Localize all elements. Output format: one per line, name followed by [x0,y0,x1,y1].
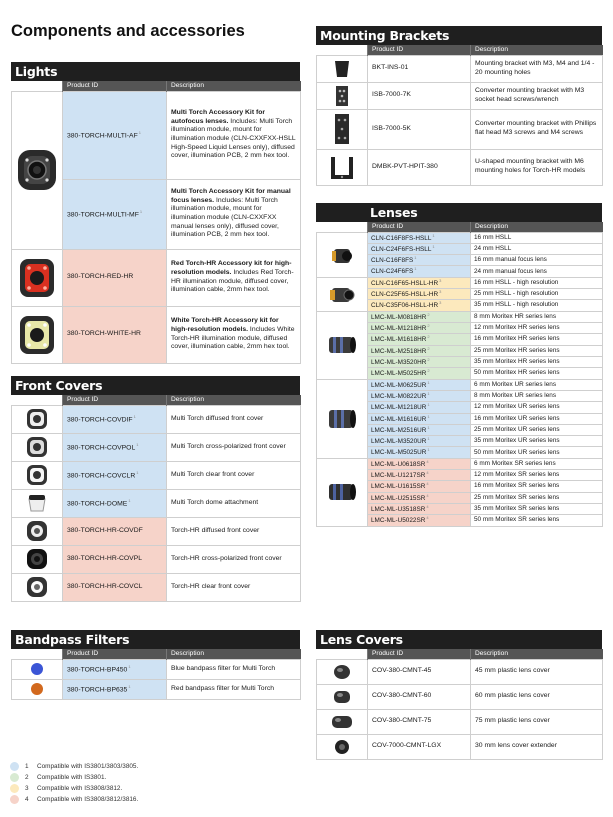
square-cover-icon [25,463,49,487]
table-row: LMC-$ML-M1218HR^2$ 12 mm Moritex HR series lens [317,323,603,334]
legend-item: 2 Compatible with IS3801. [10,772,138,783]
table-row: $380-TORCH-BP450^1$ Blue bandpass filter for Multi Torch [12,659,301,679]
table-row: LMC-$ML-U5022SR^4$ 50 mm Moritex SR series lens [317,515,603,526]
bandpass-table [11,649,301,700]
table-row: $380-TORCH-MULTI-AF^1$ Multi Torch Accessory Kit for autofocus lenses. Includes: Multi Torch illumination module, mount for illumination module (CLN-CXXFXX-HSLL High-Speed Liquid Lenses only), diffused cover, illumination PCB, 2 mm hex tool. [12,91,301,179]
u-bracket-icon [326,153,358,181]
lights-section-title: Lights [11,62,300,81]
legend-swatch [10,795,19,804]
table-row: CLN-$C35F06-HSLL-HR^3$ 35 mm HSLL - high resolution [317,300,603,311]
table-row: COV-380-CMNT-45 45 mm plastic lens cover [317,659,603,684]
lens-cover-icon [332,737,352,757]
table-row: LMC-$ML-M2518HR^2$ 25 mm Moritex HR series lens [317,345,603,356]
lights-section [11,62,300,364]
hsll-lens-icon [328,280,356,308]
moritex-lens-icon [325,402,359,436]
lens-cover-icon [332,662,352,682]
compatibility-legend [10,761,138,805]
table-row: CLN-$C16F8FS^1$ 16 mm manual focus lens [317,255,603,266]
table-row: 380-TORCH-COVCLR$^1$ Multi Torch clear front cover [12,461,301,489]
table-row: 380-TORCH-HR-COVCL Torch-HR clear front cover [12,573,301,601]
table-row: $380-TORCH-BP635^1$ Red bandpass filter for Multi Torch [12,679,301,699]
legend-swatch [10,784,19,793]
table-row: ISB-7000-5K Converter mounting bracket with Phillips flat head M3 screws and M4 screws [317,109,603,149]
front-covers-table [11,395,301,602]
lens-covers-section [316,630,602,760]
lights-table [11,81,301,364]
lenses-section-title: Lenses [316,203,602,222]
table-row: COV-380-CMNT-60 60 mm plastic lens cover [317,684,603,709]
hsll-lens-icon [329,242,355,268]
table-row: LMC-$ML-M1616UR^1$ 16 mm Moritex UR series lens [317,413,603,424]
converter-bracket-icon [331,112,353,146]
flat-bracket-icon [331,58,353,80]
front-covers-section-title: Front Covers [11,376,300,395]
product-id-header: Product ID [63,649,167,659]
table-row: LMC-$ML-M3520HR^2$ 35 mm Moritex HR series lens [317,356,603,367]
table-row: CLN-C24F6FS-HSLL$^1$ 24 mm HSLL [317,243,603,254]
product-id-header: Product ID [63,81,167,91]
table-row: 380-TORCH-DOME$^1$ Multi Torch dome attachment [12,489,301,517]
table-row: ISB-7000-7K Converter mounting bracket with M3 socket head screws/wrench [317,82,603,109]
moritex-lens-icon [325,330,359,360]
table-row: 380-TORCH-HR-COVPL Torch-HR cross-polarized front cover [12,545,301,573]
dome-icon [25,491,49,515]
table-row: LMC-$ML-M5025UR^1$ 50 mm Moritex UR series lens [317,447,603,458]
lens-covers-table [316,649,603,760]
legend-swatch [10,762,19,771]
table-row: CLN-$C25F65-HSLL-HR^3$ 25 mm HSLL - high resolution [317,289,603,300]
lens-cover-icon [331,686,353,708]
page-title: Components and accessories [11,22,245,40]
description-header: Description [471,649,603,659]
product-id-header: Product ID [368,222,471,232]
description-header: Description [471,45,603,55]
table-row: COV-380-CMNT-75 75 mm plastic lens cover [317,709,603,734]
legend-swatch [10,773,19,782]
lens-covers-section-title: Lens Covers [316,630,602,649]
table-row: 380-TORCH-HR-COVDF Torch-HR diffused front cover [12,517,301,545]
lenses-section [316,203,602,527]
white-torch-hr-icon [17,313,57,357]
table-row: DMBK-PVT-HPIT-380 U-shaped mounting bracket with M6 mounting holes for Torch-HR models [317,149,603,185]
product-id-header: Product ID [368,649,471,659]
round-cover-icon [25,519,49,543]
table-row: LMC-$ML-M2516UR^1$ 25 mm Moritex UR series lens [317,424,603,435]
table-row: LMC-$ML-U2515SR^4$ 25 mm Moritex SR series lens [317,492,603,503]
square-cover-icon [25,435,49,459]
table-row: LMC-$ML-M3520UR^1$ 35 mm Moritex UR series lens [317,436,603,447]
table-row: COV-7000-CMNT-LGX 30 mm lens cover extender [317,734,603,759]
converter-bracket-icon [331,84,353,108]
bandpass-section [11,630,300,700]
description-header: Description [471,222,603,232]
table-row: LMC-$ML-U1217SR^4$ 12 mm Moritex SR series lens [317,470,603,481]
table-row: CLN-$C24F6FS^1$ 24 mm manual focus lens [317,266,603,277]
table-row: LMC-$ML-M1618HR^2$ 16 mm Moritex HR series lens [317,334,603,345]
table-row: BKT-INS-01 Mounting bracket with M3, M4 and 1/4 - 20 mounting holes [317,55,603,82]
table-row: LMC-$ML-U0618SR^4$ 6 mm Moritex SR series lens [317,458,603,469]
table-row: LMC-$ML-M1218UR^1$ 12 mm Moritex UR series lens [317,402,603,413]
lens-cover-icon [330,711,354,733]
legend-item: 4 Compatible with IS3808/3812/3816. [10,794,138,805]
mounting-section-title: Mounting Brackets [316,26,602,45]
product-id-header: Product ID [63,395,167,405]
round-cover-icon [25,575,49,599]
description-header: Description [167,649,301,659]
table-row: 380-TORCH-COVPOL$^1$ Multi Torch cross-polarized front cover [12,433,301,461]
table-row: LMC-$ML-M5025HR^2$ 50 mm Moritex HR series lens [317,368,603,379]
mounting-table [316,45,603,186]
table-row: LMC-$ML-U1615SR^4$ 16 mm Moritex SR series lens [317,481,603,492]
round-cover-icon [25,547,49,571]
red-filter-icon [30,682,44,696]
table-row: LMC-$ML-U3518SR^4$ 35 mm Moritex SR series lens [317,504,603,515]
table-row: $380-TORCH-MULTI-MF^1$ Multi Torch Accessory Kit for manual focus lenses. Includes: Multi Torch illumination module, mount for illumination module (CLN-CXXFXX manual lenses only), diffused cover, illumination PCB, 2 mm hex tool. [12,179,301,249]
square-cover-icon [25,407,49,431]
table-row: LMC-$ML-M0822UR^1$ 8 mm Moritex UR series lens [317,390,603,401]
table-row: 380-TORCH-RED-HR Red Torch-HR Accessory kit for high-resolution models. Includes Red Torch-HR illumination module, diffused cover, illumination cable, 2mm hex tool. [12,249,301,306]
front-covers-section [11,376,300,602]
legend-item: 1 Compatible with IS3801/3803/3805. [10,761,138,772]
description-header: Description [167,81,301,91]
blue-filter-icon [30,662,44,676]
moritex-lens-icon [325,477,359,507]
red-torch-hr-icon [17,256,57,300]
description-header: Description [167,395,301,405]
table-row: CLN-$C16F65-HSLL-HR^3$ 16 mm HSLL - high resolution [317,277,603,288]
table-row: LMC-$ML-M0818HR^2$ 8 mm Moritex HR series lens [317,311,603,322]
table-row: 380-TORCH-WHITE-HR White Torch-HR Accessory kit for high-resolution models. Includes White Torch-HR illumination module, diffused cover, illumination cable, 2mm hex tool. [12,306,301,363]
table-row: 380-TORCH-COVDIF$^1$ Multi Torch diffused front cover [12,405,301,433]
product-id-header: Product ID [368,45,471,55]
table-row: CLN-C16F8FS-HSLL$^1$ 16 mm HSLL [317,232,603,243]
mounting-section [316,26,602,186]
lenses-table [316,222,603,527]
bandpass-section-title: Bandpass Filters [11,630,300,649]
legend-item: 3 Compatible with IS3808/3812. [10,783,138,794]
multi-torch-icon [16,147,58,193]
table-row: LMC-$ML-M0625UR^1$ 6 mm Moritex UR series lens [317,379,603,390]
